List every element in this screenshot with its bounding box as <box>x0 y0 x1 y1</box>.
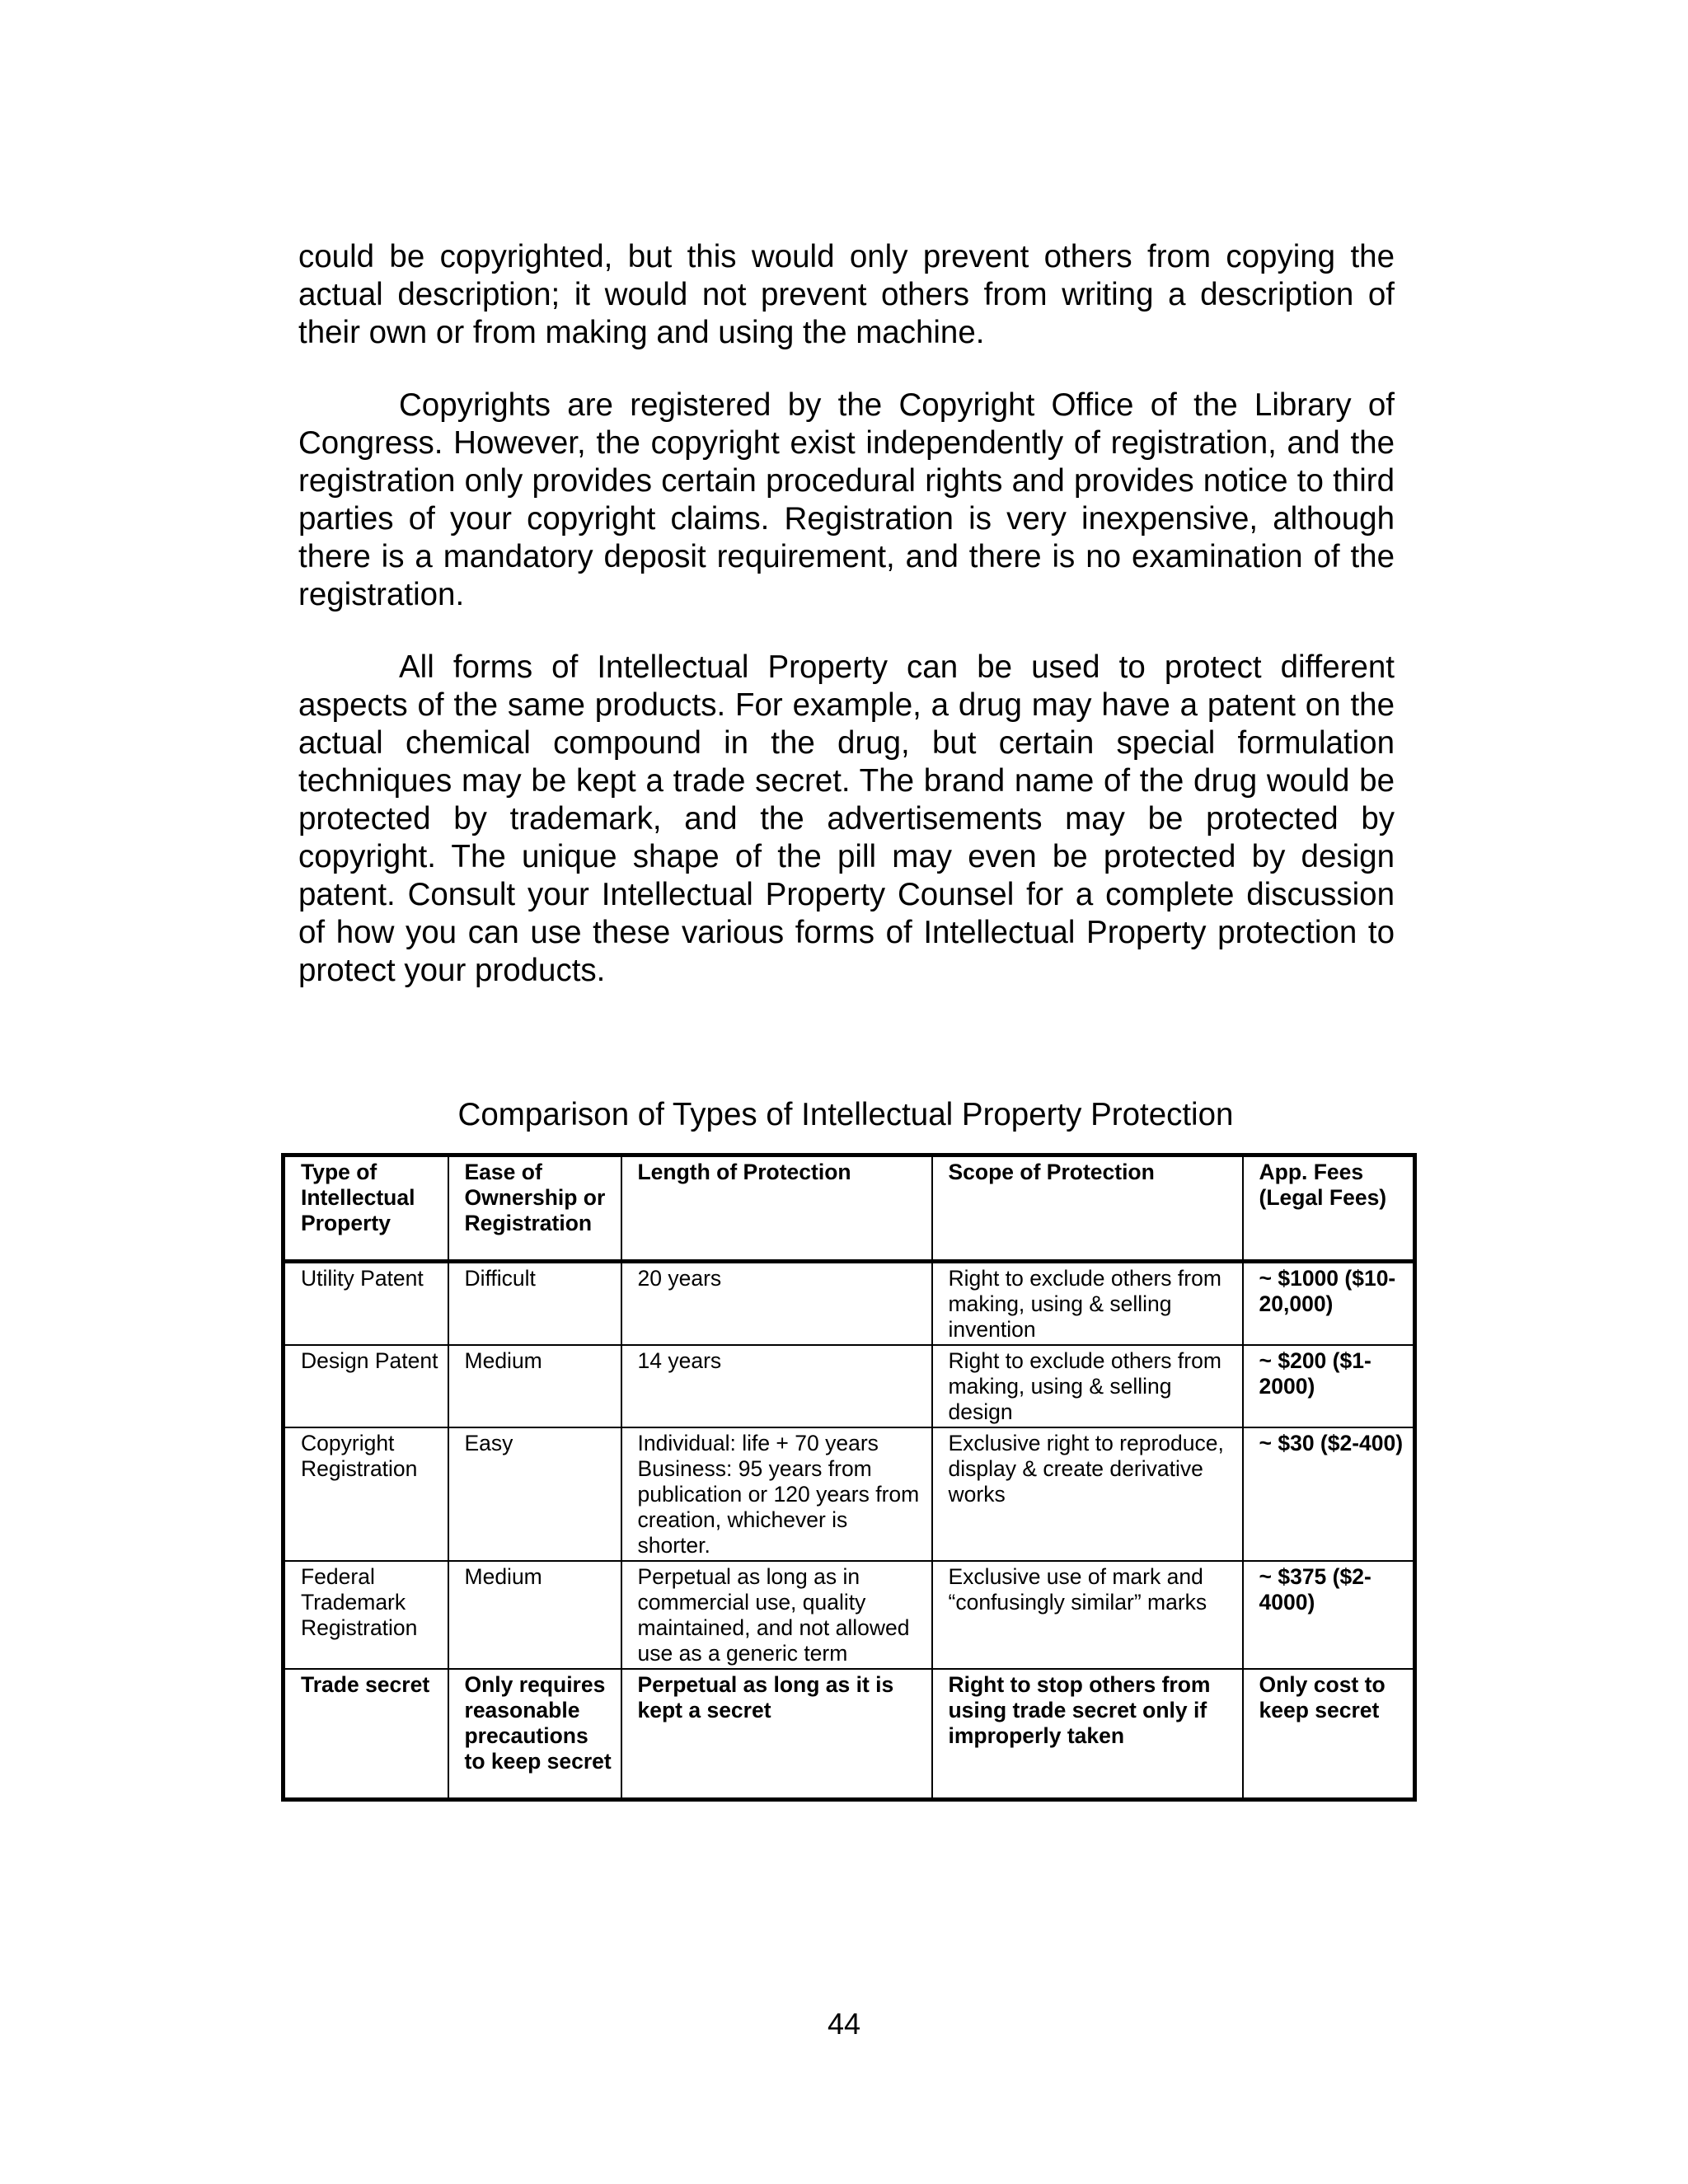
paragraph-3: All forms of Intellectual Property can be used to protect different aspects of the same products. For example, a drug may have a patent on the actual chemical compound in the drug, but certain special formulation techniques may be kept a trade secret. The brand name of the drug would be protected by trademark, and the advertisements may be protected by copyright. The unique shape of the pill may even be protected by design patent. Consult your Intellectual Property Counsel for a complete discussion of how you can use these various forms of Intellectual Property protection to protect your products. <box>298 649 1395 988</box>
header-type: Type of Intellectual Property <box>284 1155 448 1262</box>
cell-scope: Exclusive right to reproduce, display & create derivative works <box>932 1427 1243 1561</box>
header-scope: Scope of Protection <box>932 1155 1243 1262</box>
cell-ease: Easy <box>448 1427 621 1561</box>
cell-fees: Only cost to keep secret <box>1243 1669 1415 1800</box>
header-fees: App. Fees (Legal Fees) <box>1243 1155 1415 1262</box>
cell-fees: ~ $200 ($1-2000) <box>1243 1345 1415 1427</box>
cell-scope: Right to stop others from using trade secret only if improperly taken <box>932 1669 1243 1800</box>
cell-type: Federal Trademark Registration <box>284 1561 448 1669</box>
cell-ease: Only requires reasonable precautions to keep secret <box>448 1669 621 1800</box>
cell-length: Perpetual as long as in commercial use, quality maintained, and not allowed use as a generic term <box>621 1561 932 1669</box>
cell-length: 20 years <box>621 1262 932 1346</box>
cell-ease: Medium <box>448 1345 621 1427</box>
cell-type: Copyright Registration <box>284 1427 448 1561</box>
cell-scope: Right to exclude others from making, using & selling invention <box>932 1262 1243 1346</box>
table-row <box>284 1561 1415 1669</box>
table-title: Comparison of Types of Intellectual Property Protection <box>457 1097 1234 1132</box>
cell-scope: Exclusive use of mark and “confusingly similar” marks <box>932 1561 1243 1669</box>
cell-scope: Right to exclude others from making, using & selling design <box>932 1345 1243 1427</box>
cell-ease: Difficult <box>448 1262 621 1346</box>
cell-ease: Medium <box>448 1561 621 1669</box>
paragraph-2: Copyrights are registered by the Copyright Office of the Library of Congress. However, the copyright exist independently of registration, and the registration only provides certain procedural rights and provides notice to third parties of your copyright claims. Registration is very inexpensive, although there is a mandatory deposit requirement, and there is no examination of the registration. <box>298 387 1395 612</box>
table-row <box>284 1262 1415 1346</box>
cell-type: Trade secret <box>284 1669 448 1800</box>
cell-fees: ~ $375 ($2-4000) <box>1243 1561 1415 1669</box>
cell-type: Design Patent <box>284 1345 448 1427</box>
cell-length: Perpetual as long as it is kept a secret <box>621 1669 932 1800</box>
table-row <box>284 1427 1415 1561</box>
ip-comparison-table <box>281 1153 1417 1802</box>
cell-fees: ~ $1000 ($10-20,000) <box>1243 1262 1415 1346</box>
table-row <box>284 1669 1415 1800</box>
cell-type: Utility Patent <box>284 1262 448 1346</box>
table-row <box>284 1345 1415 1427</box>
header-length: Length of Protection <box>621 1155 932 1262</box>
table-header-row <box>284 1155 1415 1262</box>
cell-length: 14 years <box>621 1345 932 1427</box>
cell-length: Individual: life + 70 years Business: 95 years from publication or 120 years from creation, whichever is shorter. <box>621 1427 932 1561</box>
header-ease: Ease of Ownership or Registration <box>448 1155 621 1262</box>
page-number: 44 <box>827 2007 861 2041</box>
paragraph-1: could be copyrighted, but this would only prevent others from copying the actual description; it would not prevent others from writing a description of their own or from making and using the machine. <box>298 239 1395 350</box>
cell-fees: ~ $30 ($2-400) <box>1243 1427 1415 1561</box>
